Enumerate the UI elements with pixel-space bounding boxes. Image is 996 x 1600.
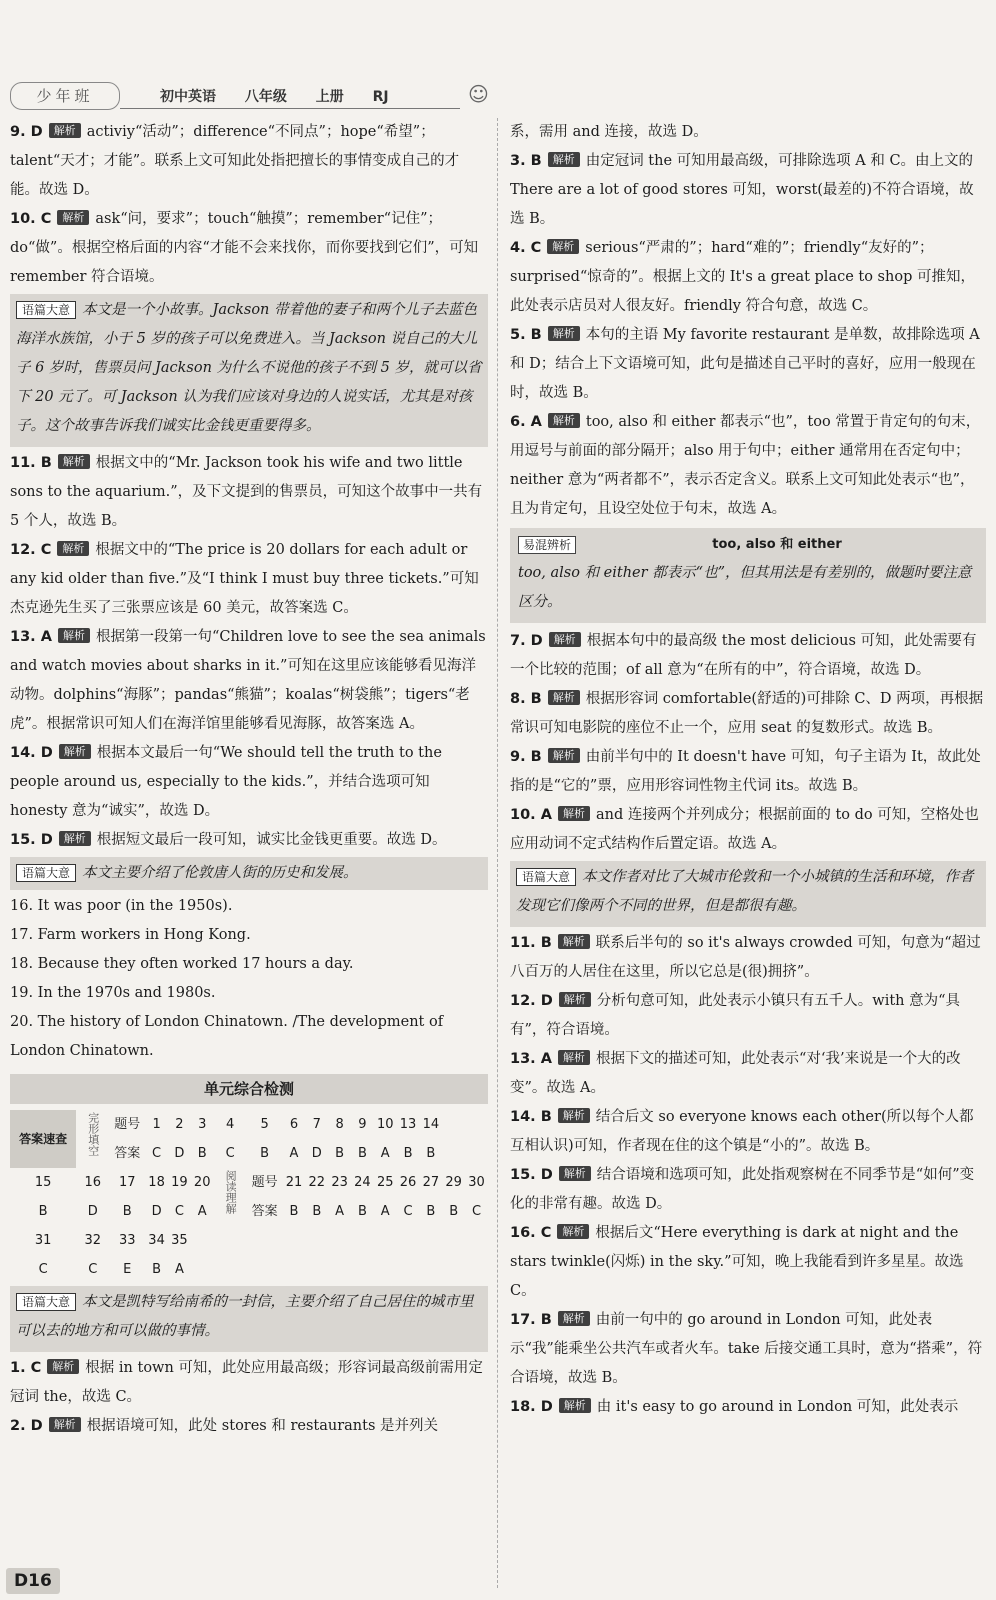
key-cell: B	[357, 1146, 367, 1161]
key-cell: A	[197, 1204, 207, 1219]
edition: RJ	[372, 89, 389, 105]
answer-item: 9. B 解析 由前半句中的 It doesn't have 可知，句子主语为 It，故此处指的是“它的”票，应用形容词性物主代词 its。故选 B。	[510, 749, 981, 794]
answer-item: 12. D 解析 分析句意可知，此处表示小镇只有五千人。with 意为“具有”，符合语境。	[510, 993, 961, 1038]
answer-item: 15. D 解析 根据短文最后一段可知，诚实比金钱更重要。故选 D。	[10, 832, 447, 848]
key-cell: C	[225, 1146, 235, 1161]
answer-item: 5. B 解析 本句的主语 My favorite restaurant 是单数，故排除选项 A 和 D；结合上下文语境可知，此句是描述自己平时的喜好，应用一般现在时，故选 B。	[510, 327, 980, 401]
answer-item: 12. C 解析 根据文中的“The price is 20 dollars for each adult or any kid older than five.”及“I think I must buy three tickets.”可知杰克逊先生买了三张票应该是 60 美元，故答案选 C。	[10, 542, 479, 616]
mascot-icon: ☺	[468, 82, 489, 106]
note-text: too, also 和 either 都表示“也”，但其用法是有差别的，做题时要注意区分。	[518, 565, 972, 610]
key-cell: 33	[118, 1233, 136, 1248]
key-cell: B	[38, 1204, 48, 1219]
answer-item: 2. D 解析 根据语境可知，此处 stores 和 restaurants 是并列关	[10, 1418, 439, 1434]
answer-item: 18. D 解析 由 it's easy to go around in London 可知，此处表示	[510, 1399, 959, 1415]
key-cell: B	[289, 1204, 299, 1219]
answer-item: 17. B 解析 由前一句中的 go around in London 可知，此处表示“我”能乘坐公共汽车或者火车。take 后接交通工具时，意为“搭乘”，符合语境，故选 B。	[510, 1312, 983, 1386]
left-column	[10, 118, 488, 1441]
key-cell: 1	[152, 1117, 161, 1132]
key-cell: 25	[376, 1175, 394, 1190]
answer-item: 10. A 解析 and 连接两个并列成分；根据前面的 to do 可知，空格处也应用动词不定式结构作后置定语。故选 A。	[510, 807, 979, 852]
key-cell: C	[174, 1204, 184, 1219]
term: 上册	[315, 89, 344, 105]
key-cell: C	[152, 1146, 162, 1161]
key-cell: A	[335, 1204, 345, 1219]
row-label: 答案	[114, 1146, 141, 1161]
key-cell: 3	[198, 1117, 207, 1132]
answer-item: 15. D 解析 结合语境和选项可知，此处指观察树在不同季节是“如何”变化的非常有趣。故选 D。	[510, 1167, 975, 1212]
answer-item: 1. C 解析 根据 in town 可知，此处应用最高级；形容词最高级前需用定冠词 the，故选 C。	[10, 1360, 483, 1405]
key-cell: D	[174, 1146, 185, 1161]
answer-item: 13. A 解析 根据第一段第一句“Children love to see the sea animals and watch movies about sharks in it.”可知在这里应该能够看见海洋动物。dolphins“海豚”；pandas“熊猫”；koalas“树袋熊”；tigers“老虎”。根据常识可知人们在海洋馆里能够看见海豚，故答案选 A。	[10, 629, 486, 732]
key-cell: 35	[171, 1233, 188, 1248]
row-label: 题号	[114, 1117, 141, 1132]
answer-item: 10. C 解析 ask“问，要求”；touch“触摸”；remember“记住”；do“做”。根据空格后面的内容“才能不会来找你，而你要找到它们”，可知 remember 符合语境。	[10, 211, 479, 285]
passage-summary: 语篇大意 本文作者对比了大城市伦敦和一个小城镇的生活和环境，作者发现它们像两个不同的世界，但是都很有趣。	[510, 861, 986, 927]
key-cell: B	[335, 1146, 345, 1161]
part-tag: 阅读理解	[224, 1169, 238, 1214]
right-column	[510, 118, 986, 1422]
key-cell: 2	[175, 1117, 184, 1132]
key-cell: D	[311, 1146, 322, 1161]
answer-item: 11. B 解析 联系后半句的 so it's always crowded 可知，句意为“超过八百万的人居住在这里，所以它总是(很)拥挤”。	[510, 935, 981, 980]
answer-item: 14. D 解析 根据本文最后一句“We should tell the truth to the people around us, especially to the kids.”，并结合选项可知 honesty 意为“诚实”，故选 D。	[10, 745, 442, 819]
key-cell: B	[426, 1146, 436, 1161]
key-cell: C	[38, 1262, 48, 1277]
key-cell: 30	[468, 1175, 485, 1190]
note-tag: 易混辨析	[518, 536, 576, 554]
key-cell: 32	[84, 1233, 102, 1248]
row-label: 答案	[251, 1204, 278, 1219]
continued-text: 系，需用 and 连接，故选 D。	[510, 124, 708, 140]
key-cell: B	[152, 1262, 162, 1277]
key-cell: A	[289, 1146, 299, 1161]
key-cell: 15	[34, 1175, 52, 1190]
short-answer: 16. It was poor (in the 1950s).	[10, 898, 233, 914]
part-tag: 完形填空	[86, 1111, 100, 1156]
confusion-note	[510, 528, 986, 623]
passage-summary: 语篇大意 本文是凯特写给南希的一封信，主要介绍了自己居住的城市里可以去的地方和可以做的事情。	[10, 1286, 488, 1352]
key-cell: 7	[312, 1117, 321, 1132]
key-cell: 21	[285, 1175, 303, 1190]
answer-item: 6. A 解析 too, also 和 either 都表示“也”，too 常置于肯定句的句末，用逗号与前面的部分隔开；also 用于句中；either 通常用在否定句中；neither 意为“两者都不”，表示否定含义。联系上文可知此处表示“也”，且为肯定句，且设空处位于句末，故选 A。	[510, 414, 981, 517]
page-number: D16	[6, 1568, 60, 1594]
short-answer: 19. In the 1970s and 1980s.	[10, 985, 216, 1001]
key-cell: 34	[148, 1233, 165, 1248]
answer-item: 7. D 解析 根据本句中的最高级 the most delicious 可知，此处需要有一个比较的范围；of all 意为“在所有的中”，符合语境，故选 D。	[510, 633, 977, 678]
answer-key-table	[10, 1110, 488, 1284]
key-cell: B	[403, 1146, 413, 1161]
key-cell: D	[151, 1204, 162, 1219]
note-heading: too, also 和 either	[712, 537, 842, 552]
passage-summary: 语篇大意 本文主要介绍了伦敦唐人街的历史和发展。	[10, 857, 488, 890]
answer-item: 9. D 解析 activiy“活动”；difference“不同点”；hope“希望”；talent“天才；才能”。联系上文可知此处指把擅长的事情变成自己的才能。故选 D。	[10, 124, 460, 198]
key-cell: B	[197, 1146, 207, 1161]
passage-summary: 语篇大意 本文是一个小故事。Jackson 带着他的妻子和两个儿子去蓝色海洋水族馆，小于 5 岁的孩子可以免费进入。当 Jackson 说自己的大儿子 6 岁时，售票员问 Jackson 为什么不说他的孩子不到 5 岁，就可以省下 20 元了。可 Jackson 认为我们应该对身边的人说实话，尤其是对孩子。这个故事告诉我们诚实比金钱更重要得多。	[10, 294, 488, 447]
key-cell: 10	[376, 1117, 394, 1132]
answer-item: 4. C 解析 serious“严肃的”；hard“难的”；friendly“友好的”；surprised“惊奇的”。根据上文的 It's a great place to shop 可推知，此处表示店员对人很友好。friendly 符合句意，故选 C。	[510, 240, 975, 314]
subject: 初中英语	[160, 89, 216, 105]
key-cell: 31	[34, 1233, 52, 1248]
key-cell: 4	[226, 1117, 235, 1132]
key-cell: 14	[422, 1117, 440, 1132]
key-cell: 22	[308, 1175, 326, 1190]
row-label: 题号	[251, 1175, 278, 1190]
key-cell: 24	[354, 1175, 371, 1190]
key-cell: B	[312, 1204, 322, 1219]
key-cell: 17	[118, 1175, 136, 1190]
header-rule	[120, 108, 460, 109]
key-label: 答案速查	[10, 1110, 76, 1168]
key-cell: 23	[331, 1175, 348, 1190]
key-cell: 29	[445, 1175, 462, 1190]
key-cell: 27	[422, 1175, 440, 1190]
answer-item: 14. B 解析 结合后文 so everyone knows each other(所以每个人都互相认识)可知，作者现在住的这个镇是“小的”。故选 B。	[510, 1109, 974, 1154]
key-cell: B	[122, 1204, 132, 1219]
section-title: 单元综合检测	[10, 1074, 488, 1104]
short-answer: 20. The history of London Chinatown. /The development of London Chinatown.	[10, 1014, 444, 1059]
key-cell: A	[380, 1204, 390, 1219]
key-cell: 18	[148, 1175, 165, 1190]
page-header	[0, 0, 996, 118]
key-cell: B	[426, 1204, 436, 1219]
grade: 八年级	[244, 89, 287, 105]
key-cell: 16	[84, 1175, 102, 1190]
key-cell: 8	[335, 1117, 344, 1132]
key-cell: B	[449, 1204, 459, 1219]
key-cell: 26	[399, 1175, 417, 1190]
key-cell: E	[123, 1262, 132, 1277]
brand-logo: 少年班	[10, 82, 120, 110]
key-cell: 6	[289, 1117, 299, 1132]
key-cell: A	[380, 1146, 390, 1161]
key-cell: B	[357, 1204, 367, 1219]
key-cell: C	[88, 1262, 98, 1277]
column-divider	[497, 118, 498, 1588]
key-cell: 20	[193, 1175, 211, 1190]
short-answer: 18. Because they often worked 17 hours a day.	[10, 956, 354, 972]
key-cell: 5	[260, 1117, 269, 1132]
key-cell: 13	[399, 1117, 417, 1132]
key-cell: D	[87, 1204, 98, 1219]
book-info	[160, 86, 407, 106]
key-cell: C	[403, 1204, 413, 1219]
answer-item: 8. B 解析 根据形容词 comfortable(舒适的)可排除 C、D 两项，再根据常识可知电影院的座位不止一个，应用 seat 的复数形式。故选 B。	[510, 691, 984, 736]
answer-item: 13. A 解析 根据下文的描述可知，此处表示“对‘我’来说是一个大的改变”。故选 A。	[510, 1051, 961, 1096]
key-cell: 9	[358, 1117, 367, 1132]
key-cell: B	[260, 1146, 270, 1161]
short-answer: 17. Farm workers in Hong Kong.	[10, 927, 251, 943]
key-cell: C	[472, 1204, 482, 1219]
key-cell: 19	[171, 1175, 188, 1190]
answer-item: 16. C 解析 根据后文“Here everything is dark at night and the stars twinkle(闪烁) in the sky.”可知，晚上我能看到许多星星。故选 C。	[510, 1225, 964, 1299]
answer-item: 11. B 解析 根据文中的“Mr. Jackson took his wife and two little sons to the aquarium.”，及下文提到的售票员，可知这个故事中一共有 5 个人，故选 B。	[10, 455, 483, 529]
answer-item: 3. B 解析 由定冠词 the 可知用最高级，可排除选项 A 和 C。由上文的 There are a lot of good stores 可知，worst(最差的)不符合语境，故选 B。	[510, 153, 974, 227]
key-cell: A	[174, 1262, 184, 1277]
